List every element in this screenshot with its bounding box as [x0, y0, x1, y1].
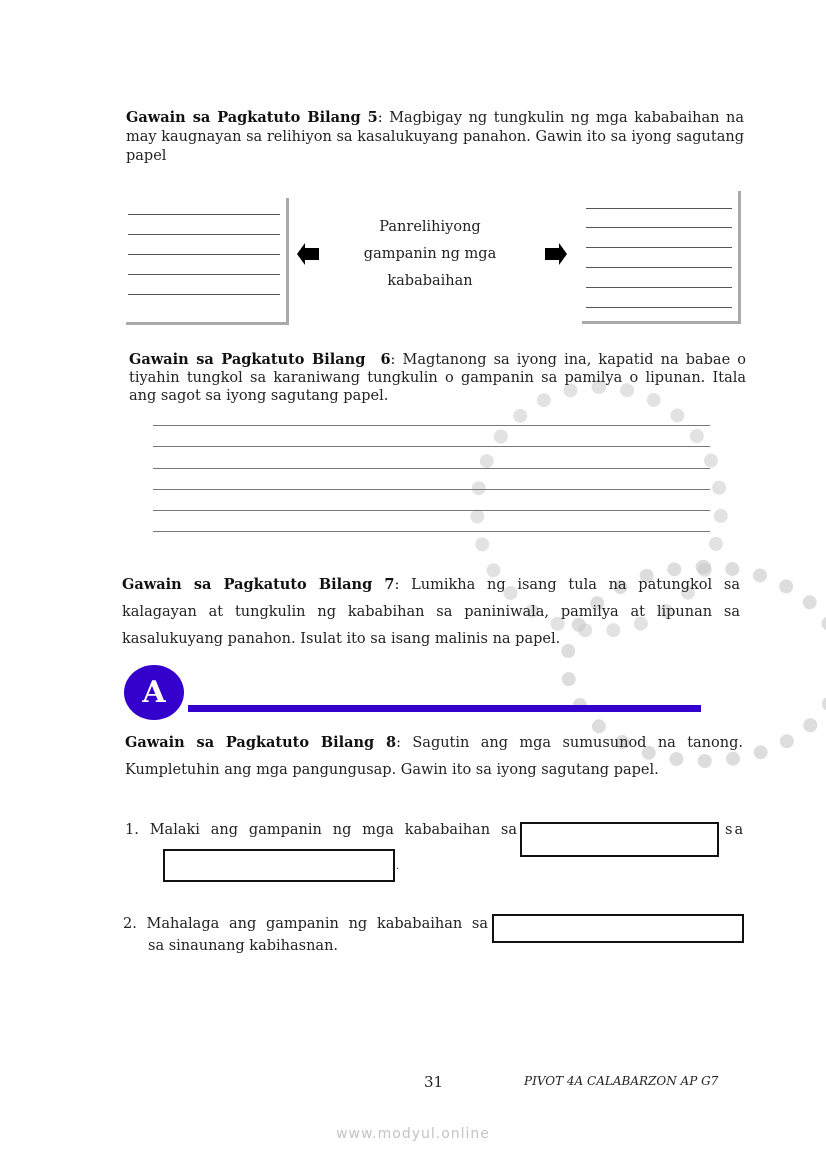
- page-number: 31: [424, 1073, 444, 1091]
- answer-line: [586, 247, 732, 248]
- activity-6-title: Gawain sa Pagkatuto Bilang 6: [129, 351, 391, 368]
- answer-line: [586, 307, 732, 308]
- question-1-end: .: [396, 861, 400, 872]
- answer-line: [586, 287, 732, 288]
- answer-line: [586, 227, 732, 228]
- question-2-line2: sa sinaunang kabihasnan.: [148, 938, 339, 954]
- writing-line: [153, 425, 710, 426]
- activity-7-instructions: [122, 571, 740, 653]
- arrow-right-icon: [543, 243, 567, 265]
- footer-series: PIVOT 4A CALABARZON AP G7: [524, 1074, 719, 1088]
- activity-8-title: Gawain sa Pagkatuto Bilang 8: [125, 734, 397, 751]
- activity-7-text: : Lumikha ng isang tula na patungkol sa kalagayan at tungkulin ng kababihan sa paniniwala, pamilya at lipunan sa kasalukuyang panahon. Isulat ito sa isang malinis na papel.: [122, 577, 740, 647]
- q2-answer-box[interactable]: [492, 914, 744, 943]
- activity-6-text: : Magtanong sa iyong ina, kapatid na babae o tiyahin tungkol sa karaniwang tungkulin o gampanin sa pamilya o lipunan. Itala ang sagot sa iyong sagutang papel.: [129, 352, 746, 404]
- answer-line: [128, 274, 280, 275]
- activity-5-text: : Magbigay ng tungkulin ng mga kababaihan na may kaugnayan sa relihiyon sa kasalukuyang panahon. Gawin ito sa iyong sagutang papel: [126, 110, 744, 164]
- activity-5-instructions: [126, 108, 744, 166]
- section-divider: [188, 705, 701, 712]
- section-letter: A: [142, 675, 166, 710]
- answer-line: [586, 208, 732, 209]
- activity-8-instructions: [125, 729, 743, 784]
- answer-line: [128, 294, 280, 295]
- writing-line: [153, 468, 710, 469]
- answer-line: [586, 267, 732, 268]
- answer-line: [128, 254, 280, 255]
- writing-line: [153, 446, 710, 447]
- left-answer-box: [126, 198, 289, 325]
- watermark-url: www.modyul.online: [336, 1126, 490, 1142]
- center-label: Panrelihiyong gampanin ng mga kababaihan: [363, 219, 497, 289]
- q1-answer-box-1[interactable]: [520, 822, 719, 857]
- q1-answer-box-2[interactable]: [163, 849, 395, 882]
- answer-line: [128, 214, 280, 215]
- activity-7-title: Gawain sa Pagkatuto Bilang 7: [122, 576, 395, 593]
- answer-line: [128, 234, 280, 235]
- activity-8-text: : Sagutin ang mga sumusunod na tanong. Kumpletuhin ang mga pangungusap. Gawin ito sa iyong sagutang papel.: [125, 735, 743, 778]
- activity-6-instructions: [129, 351, 746, 405]
- section-badge: [124, 665, 184, 720]
- writing-line: [153, 510, 710, 511]
- arrow-left-icon: [297, 243, 321, 265]
- right-answer-box: [582, 191, 741, 324]
- writing-line: [153, 531, 710, 532]
- question-2-text: 2. Mahalaga ang gampanin ng kababaihan sa: [123, 916, 488, 932]
- question-1-after: sa: [725, 822, 746, 838]
- writing-line: [153, 489, 710, 490]
- activity-5-title: Gawain sa Pagkatuto Bilang 5: [126, 109, 378, 126]
- question-1-text: 1. Malaki ang gampanin ng mga kababaihan sa: [125, 822, 517, 838]
